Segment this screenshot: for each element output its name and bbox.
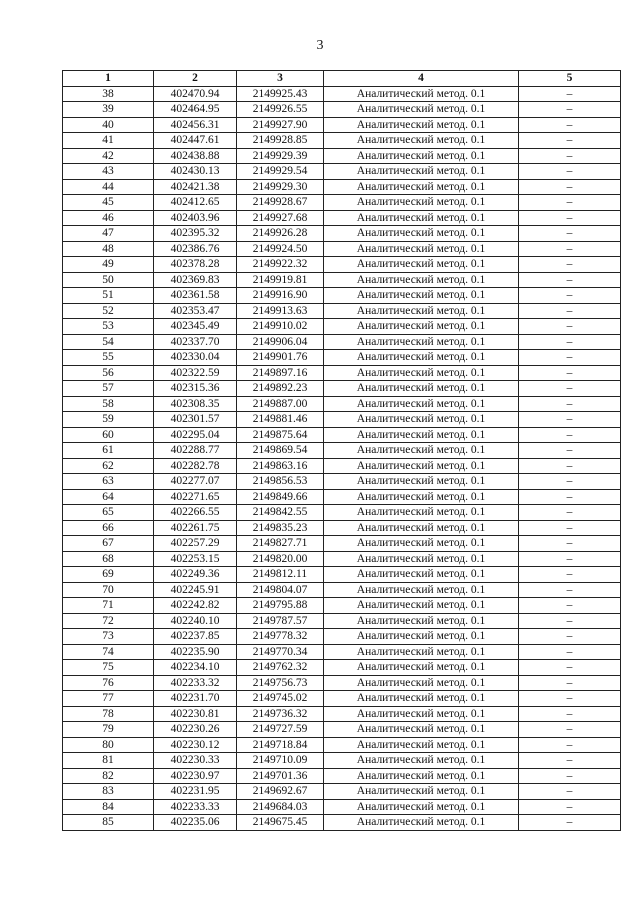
table-row <box>63 381 621 397</box>
table-row <box>63 226 621 242</box>
x-coordinate-cell: 402386.76 <box>154 241 237 257</box>
x-coordinate-cell: 402378.28 <box>154 257 237 273</box>
method-cell: Аналитический метод. 0.1 <box>324 613 519 629</box>
note-cell: – <box>519 117 621 133</box>
y-coordinate-cell: 2149892.23 <box>237 381 324 397</box>
x-coordinate-cell: 402230.26 <box>154 722 237 738</box>
note-cell: – <box>519 443 621 459</box>
y-coordinate-cell: 2149736.32 <box>237 706 324 722</box>
y-coordinate-cell: 2149910.02 <box>237 319 324 335</box>
x-coordinate-cell: 402230.33 <box>154 753 237 769</box>
table-row <box>63 443 621 459</box>
y-coordinate-cell: 2149770.34 <box>237 644 324 660</box>
table-row <box>63 117 621 133</box>
point-number-cell: 58 <box>63 396 154 412</box>
point-number-cell: 81 <box>63 753 154 769</box>
note-cell: – <box>519 350 621 366</box>
method-cell: Аналитический метод. 0.1 <box>324 629 519 645</box>
table-row <box>63 660 621 676</box>
table-row <box>63 799 621 815</box>
point-number-cell: 52 <box>63 303 154 319</box>
y-coordinate-cell: 2149692.67 <box>237 784 324 800</box>
x-coordinate-cell: 402271.65 <box>154 489 237 505</box>
table-row <box>63 489 621 505</box>
x-coordinate-cell: 402438.88 <box>154 148 237 164</box>
method-cell: Аналитический метод. 0.1 <box>324 102 519 118</box>
note-cell: – <box>519 334 621 350</box>
method-cell: Аналитический метод. 0.1 <box>324 365 519 381</box>
method-cell: Аналитический метод. 0.1 <box>324 350 519 366</box>
point-number-cell: 78 <box>63 706 154 722</box>
point-number-cell: 61 <box>63 443 154 459</box>
method-cell: Аналитический метод. 0.1 <box>324 179 519 195</box>
method-cell: Аналитический метод. 0.1 <box>324 334 519 350</box>
table-row <box>63 768 621 784</box>
point-number-cell: 72 <box>63 613 154 629</box>
y-coordinate-cell: 2149727.59 <box>237 722 324 738</box>
note-cell: – <box>519 489 621 505</box>
point-number-cell: 83 <box>63 784 154 800</box>
y-coordinate-cell: 2149929.30 <box>237 179 324 195</box>
method-cell: Аналитический метод. 0.1 <box>324 675 519 691</box>
y-coordinate-cell: 2149762.32 <box>237 660 324 676</box>
table-row <box>63 458 621 474</box>
note-cell: – <box>519 598 621 614</box>
point-number-cell: 60 <box>63 427 154 443</box>
table-row <box>63 737 621 753</box>
x-coordinate-cell: 402369.83 <box>154 272 237 288</box>
table-row <box>63 272 621 288</box>
point-number-cell: 50 <box>63 272 154 288</box>
point-number-cell: 51 <box>63 288 154 304</box>
note-cell: – <box>519 691 621 707</box>
x-coordinate-cell: 402261.75 <box>154 520 237 536</box>
method-cell: Аналитический метод. 0.1 <box>324 784 519 800</box>
y-coordinate-cell: 2149863.16 <box>237 458 324 474</box>
point-number-cell: 42 <box>63 148 154 164</box>
point-number-cell: 84 <box>63 799 154 815</box>
method-cell: Аналитический метод. 0.1 <box>324 272 519 288</box>
note-cell: – <box>519 613 621 629</box>
note-cell: – <box>519 784 621 800</box>
method-cell: Аналитический метод. 0.1 <box>324 582 519 598</box>
table-row <box>63 598 621 614</box>
table-row <box>63 536 621 552</box>
y-coordinate-cell: 2149684.03 <box>237 799 324 815</box>
y-coordinate-cell: 2149856.53 <box>237 474 324 490</box>
point-number-cell: 40 <box>63 117 154 133</box>
point-number-cell: 48 <box>63 241 154 257</box>
table-row <box>63 474 621 490</box>
y-coordinate-cell: 2149745.02 <box>237 691 324 707</box>
table-row <box>63 722 621 738</box>
x-coordinate-cell: 402235.90 <box>154 644 237 660</box>
y-coordinate-cell: 2149897.16 <box>237 365 324 381</box>
y-coordinate-cell: 2149928.67 <box>237 195 324 211</box>
note-cell: – <box>519 427 621 443</box>
y-coordinate-cell: 2149701.36 <box>237 768 324 784</box>
method-cell: Аналитический метод. 0.1 <box>324 722 519 738</box>
note-cell: – <box>519 815 621 831</box>
point-number-cell: 39 <box>63 102 154 118</box>
x-coordinate-cell: 402235.06 <box>154 815 237 831</box>
method-cell: Аналитический метод. 0.1 <box>324 412 519 428</box>
x-coordinate-cell: 402345.49 <box>154 319 237 335</box>
y-coordinate-cell: 2149916.90 <box>237 288 324 304</box>
method-cell: Аналитический метод. 0.1 <box>324 706 519 722</box>
y-coordinate-cell: 2149804.07 <box>237 582 324 598</box>
y-coordinate-cell: 2149901.76 <box>237 350 324 366</box>
point-number-cell: 53 <box>63 319 154 335</box>
point-number-cell: 56 <box>63 365 154 381</box>
point-number-cell: 44 <box>63 179 154 195</box>
table-row <box>63 675 621 691</box>
x-coordinate-cell: 402315.36 <box>154 381 237 397</box>
x-coordinate-cell: 402240.10 <box>154 613 237 629</box>
header-col-1: 1 <box>63 71 154 87</box>
x-coordinate-cell: 402330.04 <box>154 350 237 366</box>
header-col-5: 5 <box>519 71 621 87</box>
point-number-cell: 38 <box>63 86 154 102</box>
table-row <box>63 86 621 102</box>
x-coordinate-cell: 402464.95 <box>154 102 237 118</box>
note-cell: – <box>519 86 621 102</box>
note-cell: – <box>519 644 621 660</box>
note-cell: – <box>519 412 621 428</box>
note-cell: – <box>519 396 621 412</box>
method-cell: Аналитический метод. 0.1 <box>324 396 519 412</box>
method-cell: Аналитический метод. 0.1 <box>324 117 519 133</box>
y-coordinate-cell: 2149906.04 <box>237 334 324 350</box>
y-coordinate-cell: 2149778.32 <box>237 629 324 645</box>
x-coordinate-cell: 402266.55 <box>154 505 237 521</box>
method-cell: Аналитический метод. 0.1 <box>324 644 519 660</box>
note-cell: – <box>519 241 621 257</box>
table-row <box>63 257 621 273</box>
x-coordinate-cell: 402288.77 <box>154 443 237 459</box>
note-cell: – <box>519 520 621 536</box>
table-row <box>63 350 621 366</box>
method-cell: Аналитический метод. 0.1 <box>324 474 519 490</box>
note-cell: – <box>519 272 621 288</box>
y-coordinate-cell: 2149820.00 <box>237 551 324 567</box>
method-cell: Аналитический метод. 0.1 <box>324 210 519 226</box>
x-coordinate-cell: 402295.04 <box>154 427 237 443</box>
y-coordinate-cell: 2149929.54 <box>237 164 324 180</box>
point-number-cell: 67 <box>63 536 154 552</box>
y-coordinate-cell: 2149869.54 <box>237 443 324 459</box>
table-row <box>63 520 621 536</box>
point-number-cell: 59 <box>63 412 154 428</box>
y-coordinate-cell: 2149922.32 <box>237 257 324 273</box>
x-coordinate-cell: 402245.91 <box>154 582 237 598</box>
point-number-cell: 45 <box>63 195 154 211</box>
method-cell: Аналитический метод. 0.1 <box>324 489 519 505</box>
method-cell: Аналитический метод. 0.1 <box>324 381 519 397</box>
method-cell: Аналитический метод. 0.1 <box>324 815 519 831</box>
table-row <box>63 102 621 118</box>
note-cell: – <box>519 365 621 381</box>
y-coordinate-cell: 2149927.68 <box>237 210 324 226</box>
x-coordinate-cell: 402447.61 <box>154 133 237 149</box>
y-coordinate-cell: 2149827.71 <box>237 536 324 552</box>
coordinates-table <box>62 70 621 831</box>
point-number-cell: 79 <box>63 722 154 738</box>
y-coordinate-cell: 2149812.11 <box>237 567 324 583</box>
table-row <box>63 427 621 443</box>
method-cell: Аналитический метод. 0.1 <box>324 148 519 164</box>
y-coordinate-cell: 2149926.55 <box>237 102 324 118</box>
table-row <box>63 195 621 211</box>
method-cell: Аналитический метод. 0.1 <box>324 520 519 536</box>
table-row <box>63 753 621 769</box>
y-coordinate-cell: 2149913.63 <box>237 303 324 319</box>
method-cell: Аналитический метод. 0.1 <box>324 164 519 180</box>
note-cell: – <box>519 303 621 319</box>
x-coordinate-cell: 402282.78 <box>154 458 237 474</box>
method-cell: Аналитический метод. 0.1 <box>324 226 519 242</box>
method-cell: Аналитический метод. 0.1 <box>324 799 519 815</box>
point-number-cell: 65 <box>63 505 154 521</box>
x-coordinate-cell: 402231.95 <box>154 784 237 800</box>
note-cell: – <box>519 195 621 211</box>
point-number-cell: 80 <box>63 737 154 753</box>
x-coordinate-cell: 402253.15 <box>154 551 237 567</box>
y-coordinate-cell: 2149926.28 <box>237 226 324 242</box>
table-row <box>63 815 621 831</box>
point-number-cell: 55 <box>63 350 154 366</box>
y-coordinate-cell: 2149718.84 <box>237 737 324 753</box>
note-cell: – <box>519 288 621 304</box>
method-cell: Аналитический метод. 0.1 <box>324 505 519 521</box>
method-cell: Аналитический метод. 0.1 <box>324 551 519 567</box>
point-number-cell: 57 <box>63 381 154 397</box>
method-cell: Аналитический метод. 0.1 <box>324 737 519 753</box>
point-number-cell: 70 <box>63 582 154 598</box>
table-row <box>63 319 621 335</box>
y-coordinate-cell: 2149875.64 <box>237 427 324 443</box>
note-cell: – <box>519 226 621 242</box>
table-row <box>63 164 621 180</box>
point-number-cell: 71 <box>63 598 154 614</box>
table-row <box>63 179 621 195</box>
x-coordinate-cell: 402237.85 <box>154 629 237 645</box>
method-cell: Аналитический метод. 0.1 <box>324 753 519 769</box>
x-coordinate-cell: 402242.82 <box>154 598 237 614</box>
table-row <box>63 629 621 645</box>
note-cell: – <box>519 179 621 195</box>
x-coordinate-cell: 402337.70 <box>154 334 237 350</box>
note-cell: – <box>519 319 621 335</box>
header-col-3: 3 <box>237 71 324 87</box>
note-cell: – <box>519 768 621 784</box>
table-row <box>63 613 621 629</box>
y-coordinate-cell: 2149927.90 <box>237 117 324 133</box>
x-coordinate-cell: 402233.33 <box>154 799 237 815</box>
note-cell: – <box>519 210 621 226</box>
note-cell: – <box>519 660 621 676</box>
note-cell: – <box>519 582 621 598</box>
y-coordinate-cell: 2149928.85 <box>237 133 324 149</box>
method-cell: Аналитический метод. 0.1 <box>324 443 519 459</box>
x-coordinate-cell: 402456.31 <box>154 117 237 133</box>
table-row <box>63 706 621 722</box>
method-cell: Аналитический метод. 0.1 <box>324 598 519 614</box>
x-coordinate-cell: 402395.32 <box>154 226 237 242</box>
note-cell: – <box>519 675 621 691</box>
y-coordinate-cell: 2149919.81 <box>237 272 324 288</box>
x-coordinate-cell: 402353.47 <box>154 303 237 319</box>
note-cell: – <box>519 551 621 567</box>
x-coordinate-cell: 402412.65 <box>154 195 237 211</box>
method-cell: Аналитический метод. 0.1 <box>324 768 519 784</box>
point-number-cell: 43 <box>63 164 154 180</box>
y-coordinate-cell: 2149924.50 <box>237 241 324 257</box>
point-number-cell: 54 <box>63 334 154 350</box>
method-cell: Аналитический метод. 0.1 <box>324 288 519 304</box>
method-cell: Аналитический метод. 0.1 <box>324 660 519 676</box>
x-coordinate-cell: 402421.38 <box>154 179 237 195</box>
x-coordinate-cell: 402470.94 <box>154 86 237 102</box>
x-coordinate-cell: 402277.07 <box>154 474 237 490</box>
note-cell: – <box>519 737 621 753</box>
note-cell: – <box>519 706 621 722</box>
table-row <box>63 396 621 412</box>
method-cell: Аналитический метод. 0.1 <box>324 458 519 474</box>
y-coordinate-cell: 2149710.09 <box>237 753 324 769</box>
point-number-cell: 85 <box>63 815 154 831</box>
x-coordinate-cell: 402249.36 <box>154 567 237 583</box>
point-number-cell: 74 <box>63 644 154 660</box>
method-cell: Аналитический метод. 0.1 <box>324 536 519 552</box>
y-coordinate-cell: 2149925.43 <box>237 86 324 102</box>
table-row <box>63 303 621 319</box>
point-number-cell: 49 <box>63 257 154 273</box>
x-coordinate-cell: 402430.13 <box>154 164 237 180</box>
table-row <box>63 288 621 304</box>
y-coordinate-cell: 2149835.23 <box>237 520 324 536</box>
table-row <box>63 567 621 583</box>
point-number-cell: 68 <box>63 551 154 567</box>
header-col-2: 2 <box>154 71 237 87</box>
x-coordinate-cell: 402257.29 <box>154 536 237 552</box>
table-row <box>63 210 621 226</box>
method-cell: Аналитический метод. 0.1 <box>324 691 519 707</box>
table-row <box>63 133 621 149</box>
note-cell: – <box>519 102 621 118</box>
point-number-cell: 46 <box>63 210 154 226</box>
x-coordinate-cell: 402234.10 <box>154 660 237 676</box>
point-number-cell: 63 <box>63 474 154 490</box>
point-number-cell: 41 <box>63 133 154 149</box>
x-coordinate-cell: 402301.57 <box>154 412 237 428</box>
point-number-cell: 47 <box>63 226 154 242</box>
method-cell: Аналитический метод. 0.1 <box>324 427 519 443</box>
table-row <box>63 148 621 164</box>
note-cell: – <box>519 722 621 738</box>
point-number-cell: 64 <box>63 489 154 505</box>
table-body <box>63 86 621 830</box>
note-cell: – <box>519 629 621 645</box>
note-cell: – <box>519 505 621 521</box>
y-coordinate-cell: 2149881.46 <box>237 412 324 428</box>
x-coordinate-cell: 402403.96 <box>154 210 237 226</box>
y-coordinate-cell: 2149887.00 <box>237 396 324 412</box>
x-coordinate-cell: 402230.97 <box>154 768 237 784</box>
note-cell: – <box>519 257 621 273</box>
note-cell: – <box>519 164 621 180</box>
method-cell: Аналитический метод. 0.1 <box>324 303 519 319</box>
y-coordinate-cell: 2149675.45 <box>237 815 324 831</box>
table-row <box>63 644 621 660</box>
method-cell: Аналитический метод. 0.1 <box>324 257 519 273</box>
point-number-cell: 76 <box>63 675 154 691</box>
y-coordinate-cell: 2149795.88 <box>237 598 324 614</box>
note-cell: – <box>519 133 621 149</box>
point-number-cell: 82 <box>63 768 154 784</box>
x-coordinate-cell: 402233.32 <box>154 675 237 691</box>
table-row <box>63 551 621 567</box>
note-cell: – <box>519 458 621 474</box>
x-coordinate-cell: 402308.35 <box>154 396 237 412</box>
point-number-cell: 62 <box>63 458 154 474</box>
page-number: 3 <box>316 38 324 53</box>
x-coordinate-cell: 402230.12 <box>154 737 237 753</box>
table-header-row <box>63 71 621 87</box>
y-coordinate-cell: 2149849.66 <box>237 489 324 505</box>
y-coordinate-cell: 2149842.55 <box>237 505 324 521</box>
note-cell: – <box>519 799 621 815</box>
table-row <box>63 505 621 521</box>
y-coordinate-cell: 2149787.57 <box>237 613 324 629</box>
method-cell: Аналитический метод. 0.1 <box>324 86 519 102</box>
note-cell: – <box>519 381 621 397</box>
method-cell: Аналитический метод. 0.1 <box>324 319 519 335</box>
table-row <box>63 365 621 381</box>
method-cell: Аналитический метод. 0.1 <box>324 195 519 211</box>
header-col-4: 4 <box>324 71 519 87</box>
x-coordinate-cell: 402230.81 <box>154 706 237 722</box>
note-cell: – <box>519 474 621 490</box>
table-row <box>63 691 621 707</box>
note-cell: – <box>519 753 621 769</box>
method-cell: Аналитический метод. 0.1 <box>324 567 519 583</box>
x-coordinate-cell: 402231.70 <box>154 691 237 707</box>
method-cell: Аналитический метод. 0.1 <box>324 133 519 149</box>
note-cell: – <box>519 536 621 552</box>
x-coordinate-cell: 402322.59 <box>154 365 237 381</box>
point-number-cell: 77 <box>63 691 154 707</box>
table-row <box>63 412 621 428</box>
table-row <box>63 582 621 598</box>
y-coordinate-cell: 2149929.39 <box>237 148 324 164</box>
y-coordinate-cell: 2149756.73 <box>237 675 324 691</box>
method-cell: Аналитический метод. 0.1 <box>324 241 519 257</box>
point-number-cell: 75 <box>63 660 154 676</box>
table-row <box>63 241 621 257</box>
point-number-cell: 73 <box>63 629 154 645</box>
point-number-cell: 66 <box>63 520 154 536</box>
note-cell: – <box>519 148 621 164</box>
x-coordinate-cell: 402361.58 <box>154 288 237 304</box>
point-number-cell: 69 <box>63 567 154 583</box>
note-cell: – <box>519 567 621 583</box>
table-row <box>63 334 621 350</box>
table-row <box>63 784 621 800</box>
